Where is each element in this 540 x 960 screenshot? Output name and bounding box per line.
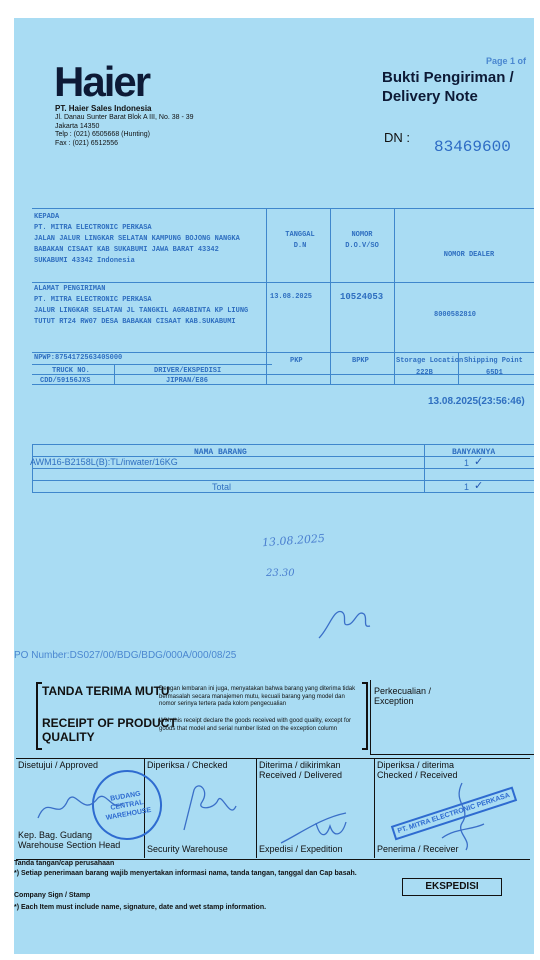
head-id: Kep. Bag. Gudang: [18, 830, 93, 840]
check-mark: ✓: [474, 480, 484, 492]
item-qty: 1: [464, 458, 470, 468]
dn-number: 83469600: [434, 138, 511, 156]
shipping-block: [34, 284, 248, 328]
shipping-value: 65D1: [486, 369, 503, 377]
kepada-label: KEPADA: [34, 213, 60, 221]
security-label: Security Warehouse: [147, 844, 228, 854]
shipping-header: Shipping Point: [464, 357, 523, 365]
delivered-signature: [276, 808, 366, 848]
phone: Telp : (021) 6505668 (Hunting): [55, 131, 150, 138]
customer-block: [34, 212, 240, 267]
receipt-text-en: With this receipt declare the goods received with good quality, except for goods that model and serial number listed on the exception column: [159, 718, 351, 732]
nomor-label: NOMOR: [351, 231, 373, 239]
storage-header: Storage Location: [396, 357, 464, 365]
address-line: Jl. Danau Sunter Barat Blok A III, No. 38 - 39: [55, 114, 194, 121]
truck-value: CDD/59156JXS: [40, 377, 91, 385]
npwp: NPWP:875417256340S000: [34, 354, 123, 362]
receipt-line: QUALITY: [42, 730, 95, 744]
handwritten-date: 13.08.2025: [261, 531, 326, 550]
do-sub: D.O.V/SO: [345, 242, 379, 250]
ship-address: TUTUT RT24 RW07 DESA BABAKAN CISAAT KAB.SUKABUMI: [34, 318, 236, 326]
item-name-header: NAMA BARANG: [194, 448, 247, 457]
po-number: PO Number:DS027/00/BDG/BDG/000A/000/08/25: [14, 650, 237, 661]
title-en: Delivery Note: [382, 88, 478, 105]
delivered-label: [259, 760, 342, 780]
pkp-header: PKP: [290, 357, 303, 365]
timestamp: 13.08.2025(23:56:46): [428, 396, 525, 407]
receipt-line: RECEIPT OF PRODUCT: [42, 716, 177, 730]
title-id: Bukti Pengiriman /: [382, 69, 514, 86]
checked-signature: [174, 780, 244, 840]
handwritten-time: 23.30: [266, 568, 295, 579]
delivered-en: Received / Delivered: [259, 770, 343, 780]
ship-address: JALUR LINGKAR SELATAN JL TANGKIL AGRABINTA KP LIUNG: [34, 307, 249, 315]
head-en: Warehouse Section Head: [18, 840, 121, 850]
approved-signature: [28, 788, 128, 828]
exception-box: [370, 680, 534, 755]
receipt-title-id: TANDA TERIMA MUTU: [42, 684, 170, 698]
total-label: Total: [212, 482, 232, 492]
received-label: [377, 760, 458, 780]
bpkp-header: BPKP: [352, 357, 369, 365]
haier-logo: Haier: [54, 58, 150, 105]
company-sign-en: Company Sign / Stamp: [14, 892, 91, 899]
note-en: *) Each Item must include name, signature, date and wet stamp information.: [14, 904, 267, 911]
address-line: Jakarta 14350: [55, 122, 100, 130]
alamat-label: ALAMAT PENGIRIMAN: [34, 285, 106, 293]
nomor-value: 10524053: [340, 292, 384, 302]
document-title: [382, 68, 514, 106]
tanggal-label: TANGGAL: [285, 231, 315, 239]
mitra-stamp: PT. MITRA ELECTRONIC PERKASA: [391, 787, 517, 841]
dealer-header: NOMOR DEALER: [443, 251, 495, 259]
truck-header: TRUCK NO.: [52, 367, 90, 375]
ship-name: PT. MITRA ELECTRONIC PERKASA: [34, 296, 152, 304]
bracket-right: [362, 682, 368, 750]
tanggal-header: [276, 230, 324, 252]
receipt-title-en: [42, 716, 177, 744]
company-address: [55, 114, 194, 148]
central-warehouse-stamp: BUDANG CENTRAL WAREHOUSE: [86, 764, 167, 845]
customer-address: BABAKAN CISAAT KAB SUKABUMI JAWA BARAT 43342: [34, 246, 219, 254]
received-en: Checked / Received: [377, 770, 458, 780]
approved-label: Disetujui / Approved: [18, 760, 99, 770]
dealer-value: 8000582810: [434, 311, 477, 319]
tanggal-value: 13.08.2025: [270, 293, 313, 301]
driver-header: DRIVER/EKSPEDISI: [154, 367, 222, 375]
exception-id: Perkecualian /: [374, 686, 432, 696]
customer-name: PT. MITRA ELECTRONIC PERKASA: [34, 224, 152, 232]
receiver-label: Penerima / Receiver: [377, 844, 459, 854]
company-name: PT. Haier Sales Indonesia: [55, 104, 152, 113]
check-mark: ✓: [474, 456, 484, 468]
company-sign-label: Tanda tangan/cap perusahaan: [14, 860, 115, 867]
delivered-id: Diterima / dikirimkan: [259, 760, 341, 770]
fax: Fax : (021) 6512556: [55, 139, 119, 147]
driver-value: JIPRAN/E86: [166, 377, 209, 385]
expedition-label: Expedisi / Expedition: [259, 844, 343, 854]
storage-value: 222B: [416, 369, 433, 377]
nomor-header: [334, 230, 390, 252]
total-qty: 1: [464, 482, 470, 492]
receiver-signature: [432, 778, 492, 858]
dn-sub: D.N: [293, 242, 307, 250]
page-indicator: Page 1 of: [485, 56, 526, 66]
receipt-text-id: Dengan lembaran ini juga, menyatakan bahwa barang yang diterima tidak bermasalah secara manajemen mutu, kecuali barang yang model dan nomor serinya tertera pada kolom pengecualian: [159, 686, 356, 707]
handwritten-signature: [314, 598, 374, 648]
received-id: Diperiksa / diterima: [377, 760, 455, 770]
delivery-note-sheet: [14, 18, 534, 954]
item-name: AWM16-B2158L(B):TL/inwater/16KG: [30, 457, 178, 467]
customer-address: SUKABUMI 43342 Indonesia: [34, 257, 135, 265]
dn-label: DN :: [384, 130, 410, 145]
note-id: *) Setiap penerimaan barang wajib menyertakan informasi nama, tanda tangan, tanggal dan Cap basah.: [14, 870, 357, 877]
ekspedisi-box: EKSPEDISI: [402, 878, 502, 896]
exception-en: Exception: [374, 696, 414, 706]
qty-header: BANYAKNYA: [452, 448, 496, 457]
customer-address: JALAN JALUR LINGKAR SELATAN KAMPUNG BOJONG NANGKA: [34, 235, 240, 243]
checked-label: Diperiksa / Checked: [147, 760, 228, 770]
